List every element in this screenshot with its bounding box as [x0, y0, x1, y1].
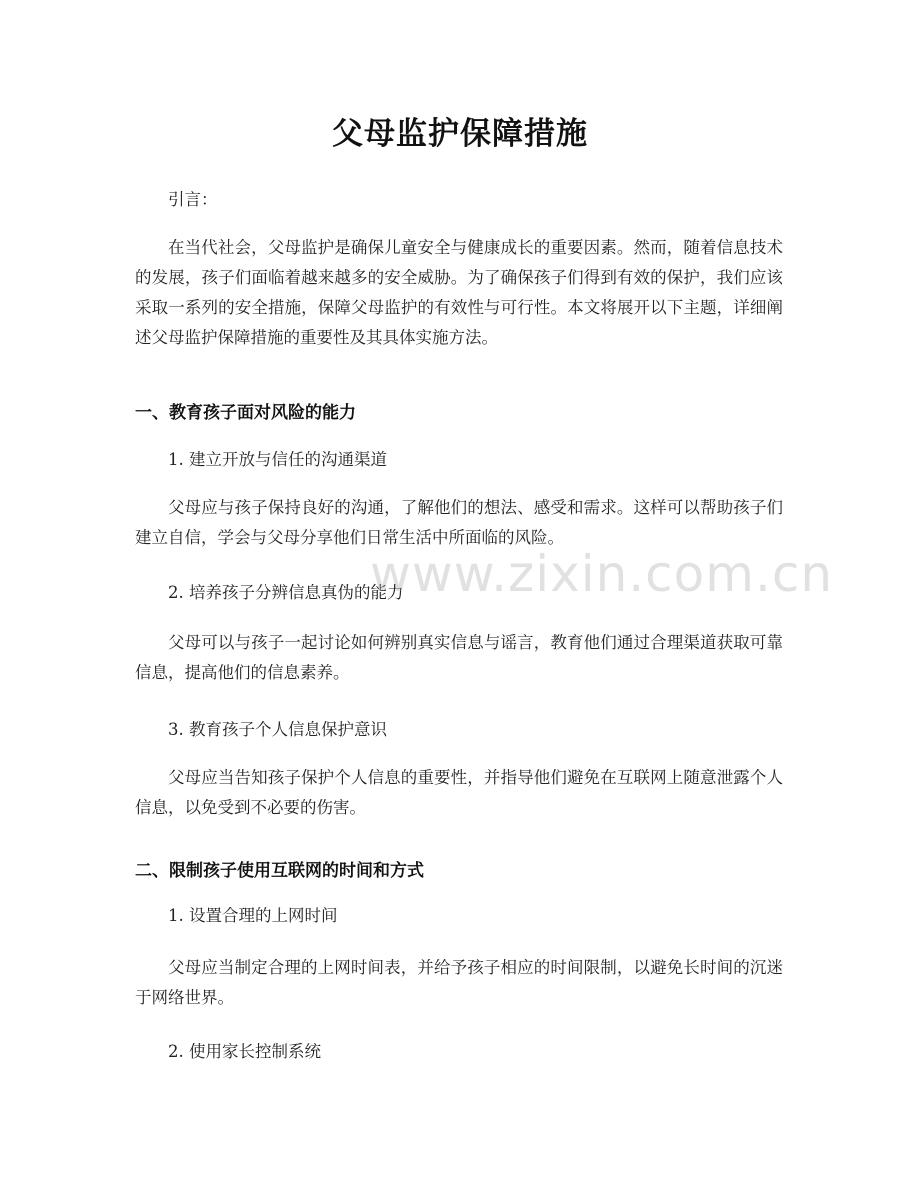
paragraph-1-3: 父母应当告知孩子保护个人信息的重要性，并指导他们避免在互联网上随意泄露个人信息，以免受到不必要的伤害。 [135, 768, 783, 817]
paragraph-2-1: 父母应当制定合理的上网时间表，并给予孩子相应的时间限制，以避免长时间的沉迷于网络世界。 [135, 958, 783, 1007]
watermark: www.zixin.com.cn [370, 545, 834, 603]
section-heading-1: 一、教育孩子面对风险的能力 [135, 403, 356, 423]
subheading-2-2: 2. 使用家长控制系统 [168, 1042, 321, 1061]
subheading-1-1: 1. 建立开放与信任的沟通渠道 [168, 450, 387, 469]
subheading-1-3: 3. 教育孩子个人信息保护意识 [168, 720, 387, 739]
intro-label: 引言： [168, 190, 218, 209]
paragraph-1-2: 父母可以与孩子一起讨论如何辨别真实信息与谣言，教育他们通过合理渠道获取可靠信息，提高他们的信息素养。 [135, 633, 783, 682]
intro-paragraph: 在当代社会，父母监护是确保儿童安全与健康成长的重要因素。然而，随着信息技术的发展，孩子们面临着越来越多的安全威胁。为了确保孩子们得到有效的保护，我们应该采取一系列的安全措施，保障父母监护的有效性与可行性。本文将展开以下主题，详细阐述父母监护保障措施的重要性及其具体实施方法。 [135, 238, 783, 347]
document-title: 父母监护保障措施 [332, 116, 588, 152]
paragraph-1-1: 父母应与孩子保持良好的沟通，了解他们的想法、感受和需求。这样可以帮助孩子们建立自信，学会与父母分享他们日常生活中所面临的风险。 [135, 498, 783, 547]
subheading-1-2: 2. 培养孩子分辨信息真伪的能力 [168, 583, 404, 602]
section-heading-2: 二、限制孩子使用互联网的时间和方式 [135, 861, 424, 881]
subheading-2-1: 1. 设置合理的上网时间 [168, 906, 338, 925]
